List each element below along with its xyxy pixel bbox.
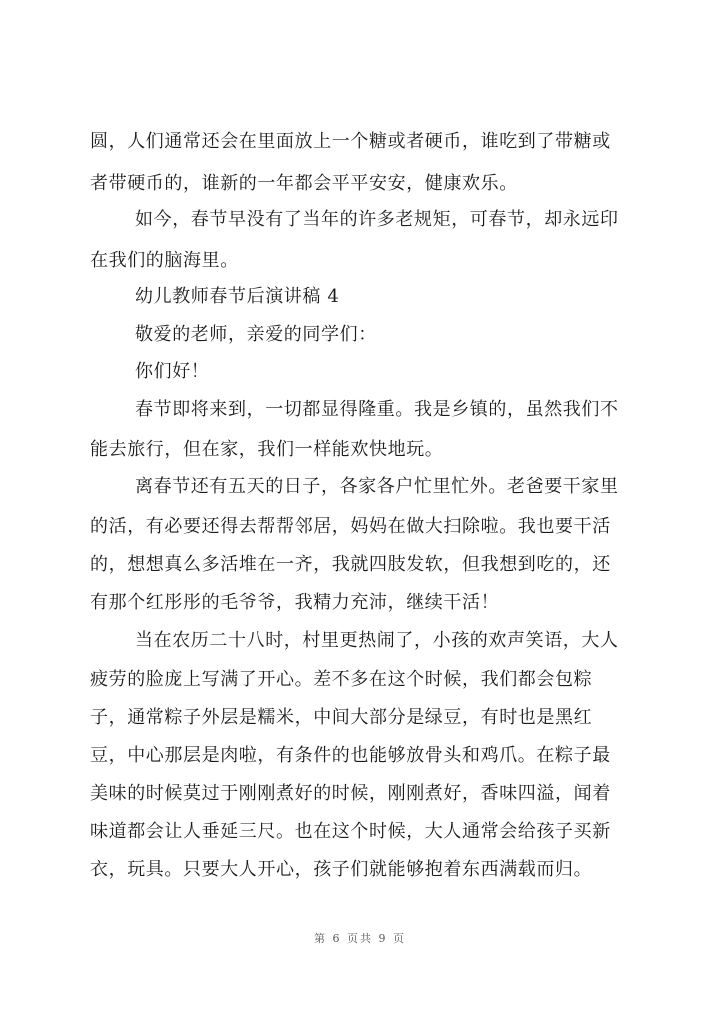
text-line: 你们好！	[135, 361, 210, 382]
text-line: 如今，春节早没有了当年的许多老规矩，可春节，却永远印	[135, 209, 619, 230]
text-line: 当在农历二十八时，村里更热闹了，小孩的欢声笑语，大人	[135, 630, 619, 651]
text-line: 在我们的脑海里。	[90, 250, 239, 271]
text-line: 敬爱的老师，亲爱的同学们：	[135, 324, 377, 345]
text-line: 的活，有必要还得去帮帮邻居，妈妈在做大扫除啦。我也要干活	[90, 516, 611, 537]
text-line: 疲劳的脸庞上写满了开心。差不多在这个时候，我们都会包粽	[90, 669, 593, 690]
page-footer: 第 6 页共 9 页	[314, 932, 406, 945]
text-line: 圆，人们通常还会在里面放上一个糖或者硬币，谁吃到了带糖或	[90, 131, 611, 152]
text-line: 者带硬币的，谁新的一年都会平平安安，健康欢乐。	[90, 173, 518, 194]
text-line: 豆，中心那层是肉啦，有条件的也能够放骨头和鸡爪。在粽子最	[90, 745, 611, 766]
text-line: 有那个红彤彤的毛爷爷，我精力充沛，继续干活！	[90, 592, 500, 613]
text-line: 离春节还有五天的日子，各家各户忙里忙外。老爸要干家里	[135, 476, 619, 497]
text-line: 美味的时候莫过于刚刚煮好的时候，刚刚煮好，香味四溢，闻着	[90, 783, 611, 804]
section-heading: 幼儿教师春节后演讲稿 4	[135, 286, 340, 307]
text-line: 味道都会让人垂延三尺。也在这个时候，大人通常会给孩子买新	[90, 821, 611, 842]
text-line: 能去旅行，但在家，我们一样能欢快地玩。	[90, 439, 444, 460]
text-line: 子，通常粽子外层是糯米，中间大部分是绿豆，有时也是黑红	[90, 707, 593, 728]
text-line: 衣，玩具。只要大人开心，孩子们就能够抱着东西满载而归。	[90, 859, 593, 880]
text-line: 的，想想真么多活堆在一齐，我就四肢发软，但我想到吃的，还	[90, 554, 611, 575]
text-line: 春节即将来到，一切都显得隆重。我是乡镇的，虽然我们不	[135, 399, 619, 420]
